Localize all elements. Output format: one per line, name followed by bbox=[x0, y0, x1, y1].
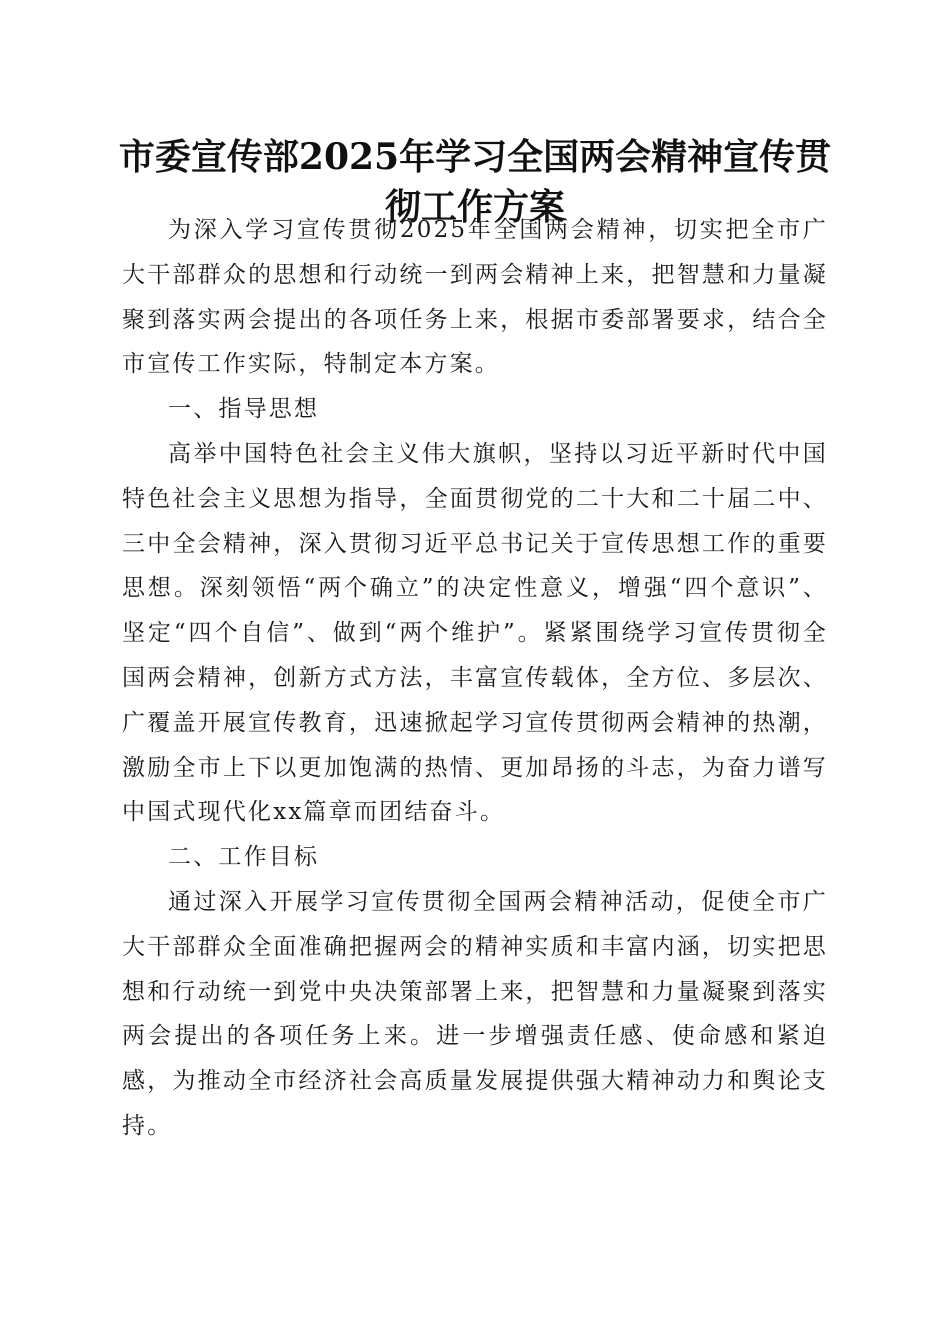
document-body bbox=[122, 208, 828, 1149]
guiding-thought-paragraph: 高举中国特色社会主义伟大旗帜，坚持以习近平新时代中国特色社会主义思想为指导，全面贯彻党的二十大和二十届二中、三中全会精神，深入贯彻习近平总书记关于宣传思想工作的重要思想。深刻领悟“两个确立”的决定性意义，增强“四个意识”、坚定“四个自信”、做到“两个维护”。紧紧围绕学习宣传贯彻全国两会精神，创新方式方法，丰富宣传载体，全方位、多层次、广覆盖开展宣传教育，迅速掀起学习宣传贯彻两会精神的热潮，激励全市上下以更加饱满的热情、更加昂扬的斗志，为奋力谱写中国式现代化xx篇章而团结奋斗。 bbox=[122, 440, 828, 826]
intro-paragraph: 为深入学习宣传贯彻2025年全国两会精神，切实把全市广大干部群众的思想和行动统一到两会精神上来，把智慧和力量凝聚到落实两会提出的各项任务上来，根据市委部署要求，结合全市宣传工作实际，特制定本方案。 bbox=[122, 217, 828, 378]
document-title: 市委宣传部2025年学习全国两会精神宣传贯彻工作方案 bbox=[118, 136, 832, 228]
section-heading-work-goals: 二、工作目标 bbox=[168, 844, 320, 871]
section-heading-guiding-thought: 一、指导思想 bbox=[168, 396, 320, 423]
work-goals-paragraph: 通过深入开展学习宣传贯彻全国两会精神活动，促使全市广大干部群众全面准确把握两会的精神实质和丰富内涵，切实把思想和行动统一到党中央决策部署上来，把智慧和力量凝聚到落实两会提出的各项任务上来。进一步增强责任感、使命感和紧迫感，为推动全市经济社会高质量发展提供强大精神动力和舆论支持。 bbox=[122, 888, 828, 1139]
